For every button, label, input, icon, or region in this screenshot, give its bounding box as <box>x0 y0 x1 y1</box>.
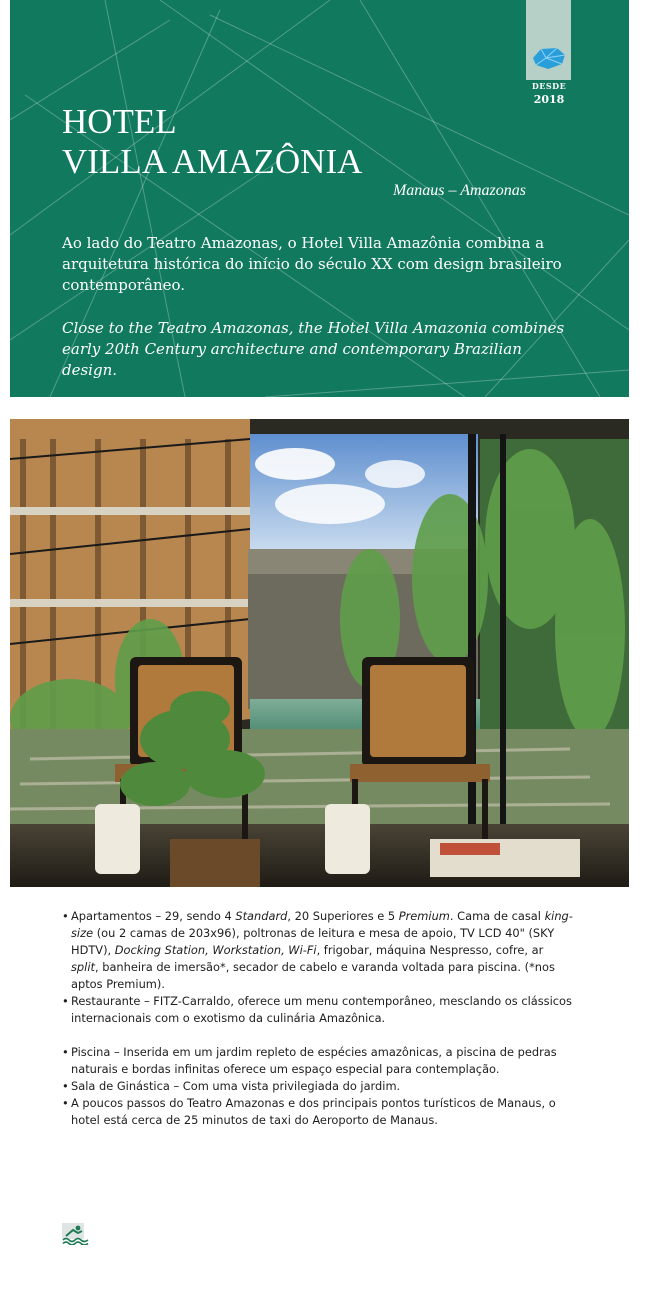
gem-icon <box>531 46 567 70</box>
hotel-courtyard-photo <box>10 419 629 887</box>
feature-restaurant: • Restaurante – FITZ-Carraldo, oferece um menu contemporâneo, mesclando os clássicos internacionais com o exotismo da culinária Amazônica. <box>62 993 574 1027</box>
since-badge <box>526 0 571 80</box>
hotel-title-line-2: VILLA AMAZÔNIA <box>62 142 363 181</box>
feature-gym: • Sala de Ginástica – Com uma vista privilegiada do jardim. <box>62 1078 574 1095</box>
feature-pool: • Piscina – Inserida em um jardim repleto de espécies amazônicas, a piscina de pedras naturais e bordas infinitas oferece um espaço especial para contemplação. <box>62 1044 574 1078</box>
hotel-location: Manaus – Amazonas <box>392 182 526 199</box>
hotel-title <box>62 102 362 182</box>
intro-english: Close to the Teatro Amazonas, the Hotel Villa Amazonia combines early 20th Century architecture and contemporary Brazilian design. <box>62 319 565 379</box>
feature-apartments: • Apartamentos – 29, sendo 4 Standard, 20 Superiores e 5 Premium. Cama de casal king-size (ou 2 camas de 203x96), poltronas de leitura e mesa de apoio, TV LCD 40" (SKY HDTV), Docking Station, Workstation, Wi-Fi, frigobar, máquina Nespresso, cofre, ar split, banheira de imersão*, secador de cabelo e varanda voltada para piscina. (*nos aptos Premium). <box>62 908 574 993</box>
hotel-title-line-1: HOTEL <box>62 102 177 141</box>
hotel-header <box>10 0 629 397</box>
swimming-icon <box>62 1223 90 1249</box>
intro-portuguese: Ao lado do Teatro Amazonas, o Hotel Villa Amazônia combina a arquitetura histórica do início do século XX com design brasileiro contemporâneo. <box>62 234 562 294</box>
since-year: 2018 <box>533 93 565 106</box>
features-list <box>62 908 574 1129</box>
feature-location: • A poucos passos do Teatro Amazonas e dos principais pontos turísticos de Manaus, o hotel está cerca de 25 minutos de taxi do Aeroporto de Manaus. <box>62 1095 574 1129</box>
since-label: DESDE <box>531 81 567 91</box>
